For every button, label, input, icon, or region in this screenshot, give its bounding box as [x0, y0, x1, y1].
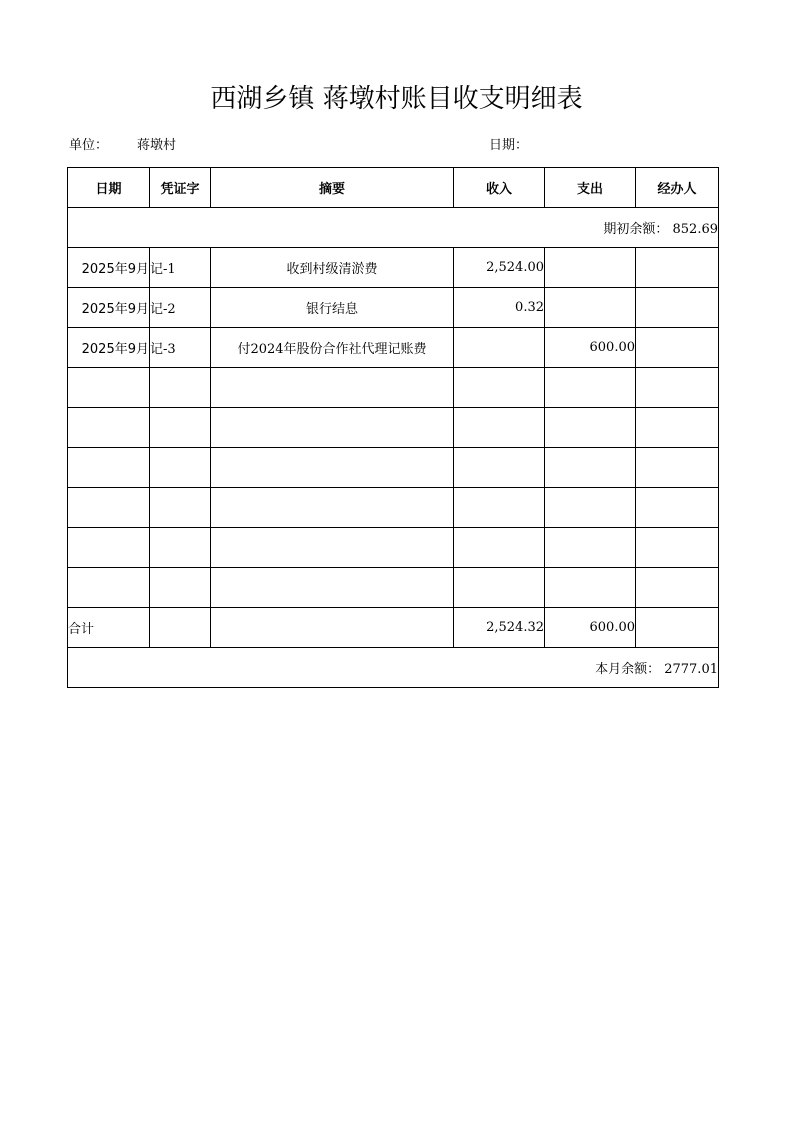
ledger-table: [67, 167, 719, 688]
table-row: [68, 328, 719, 368]
page-title: 西湖乡镇 蒋墩村账目收支明细表: [210, 84, 583, 114]
cell-date: 2025年9月: [68, 328, 150, 368]
cell-income: 0.32: [454, 288, 545, 328]
empty-cell: [454, 528, 545, 568]
total-expense: 600.00: [545, 608, 636, 648]
cell-voucher: 记-3: [150, 328, 211, 368]
cell-income: [454, 328, 545, 368]
header-income: 收入: [454, 168, 545, 208]
cell-voucher: 记-1: [150, 248, 211, 288]
empty-cell: [150, 568, 211, 608]
empty-cell: [636, 408, 719, 448]
empty-cell: [211, 528, 454, 568]
cell-handler: [636, 288, 719, 328]
empty-cell: [68, 488, 150, 528]
empty-cell: [545, 528, 636, 568]
empty-cell: [454, 488, 545, 528]
empty-cell: [150, 448, 211, 488]
header-row: [68, 168, 719, 208]
empty-cell: [150, 368, 211, 408]
empty-row: [68, 408, 719, 448]
empty-cell: [545, 568, 636, 608]
empty-row: [68, 568, 719, 608]
empty-row: [68, 448, 719, 488]
empty-row: [68, 368, 719, 408]
empty-cell: [545, 488, 636, 528]
cell-date: 2025年9月: [68, 248, 150, 288]
cell-summary: 银行结息: [211, 288, 454, 328]
opening-balance: 期初余额： 852.69: [68, 208, 719, 248]
empty-cell: [211, 488, 454, 528]
empty-cell: [545, 368, 636, 408]
cell-income: 2,524.00: [454, 248, 545, 288]
empty-cell: [636, 568, 719, 608]
header-handler: 经办人: [636, 168, 719, 208]
empty-cell: [150, 608, 211, 648]
empty-cell: [211, 568, 454, 608]
empty-row: [68, 528, 719, 568]
month-end-balance: 本月余额： 2777.01: [68, 648, 719, 688]
empty-cell: [545, 408, 636, 448]
empty-cell: [636, 368, 719, 408]
header-summary: 摘要: [211, 168, 454, 208]
empty-cell: [68, 528, 150, 568]
table-row: [68, 288, 719, 328]
empty-cell: [211, 368, 454, 408]
empty-cell: [68, 568, 150, 608]
cell-voucher: 记-2: [150, 288, 211, 328]
empty-cell: [211, 448, 454, 488]
empty-row: [68, 488, 719, 528]
cell-summary: 收到村级清淤费: [211, 248, 454, 288]
header-expense: 支出: [545, 168, 636, 208]
empty-cell: [454, 568, 545, 608]
cell-expense: [545, 248, 636, 288]
empty-cell: [211, 608, 454, 648]
cell-handler: [636, 328, 719, 368]
empty-cell: [68, 368, 150, 408]
empty-cell: [150, 528, 211, 568]
empty-cell: [636, 608, 719, 648]
empty-cell: [545, 448, 636, 488]
empty-cell: [211, 408, 454, 448]
unit-label: 单位：: [69, 138, 109, 153]
header-date: 日期: [68, 168, 150, 208]
total-row: [68, 608, 719, 648]
empty-cell: [454, 368, 545, 408]
empty-cell: [68, 408, 150, 448]
empty-cell: [454, 408, 545, 448]
empty-cell: [150, 408, 211, 448]
cell-date: 2025年9月: [68, 288, 150, 328]
month-end-balance-row: [68, 648, 719, 688]
total-income: 2,524.32: [454, 608, 545, 648]
cell-handler: [636, 248, 719, 288]
opening-balance-row: [68, 208, 719, 248]
date-label: 日期：: [489, 138, 529, 153]
cell-expense: 600.00: [545, 328, 636, 368]
cell-summary: 付2024年股份合作社代理记账费: [211, 328, 454, 368]
empty-cell: [454, 448, 545, 488]
empty-cell: [150, 488, 211, 528]
cell-expense: [545, 288, 636, 328]
empty-cell: [636, 528, 719, 568]
empty-cell: [636, 488, 719, 528]
empty-cell: [68, 448, 150, 488]
table-row: [68, 248, 719, 288]
empty-cell: [636, 448, 719, 488]
unit-value: 蒋墩村: [137, 138, 177, 153]
header-voucher: 凭证字: [150, 168, 211, 208]
total-label: 合计: [68, 608, 150, 648]
